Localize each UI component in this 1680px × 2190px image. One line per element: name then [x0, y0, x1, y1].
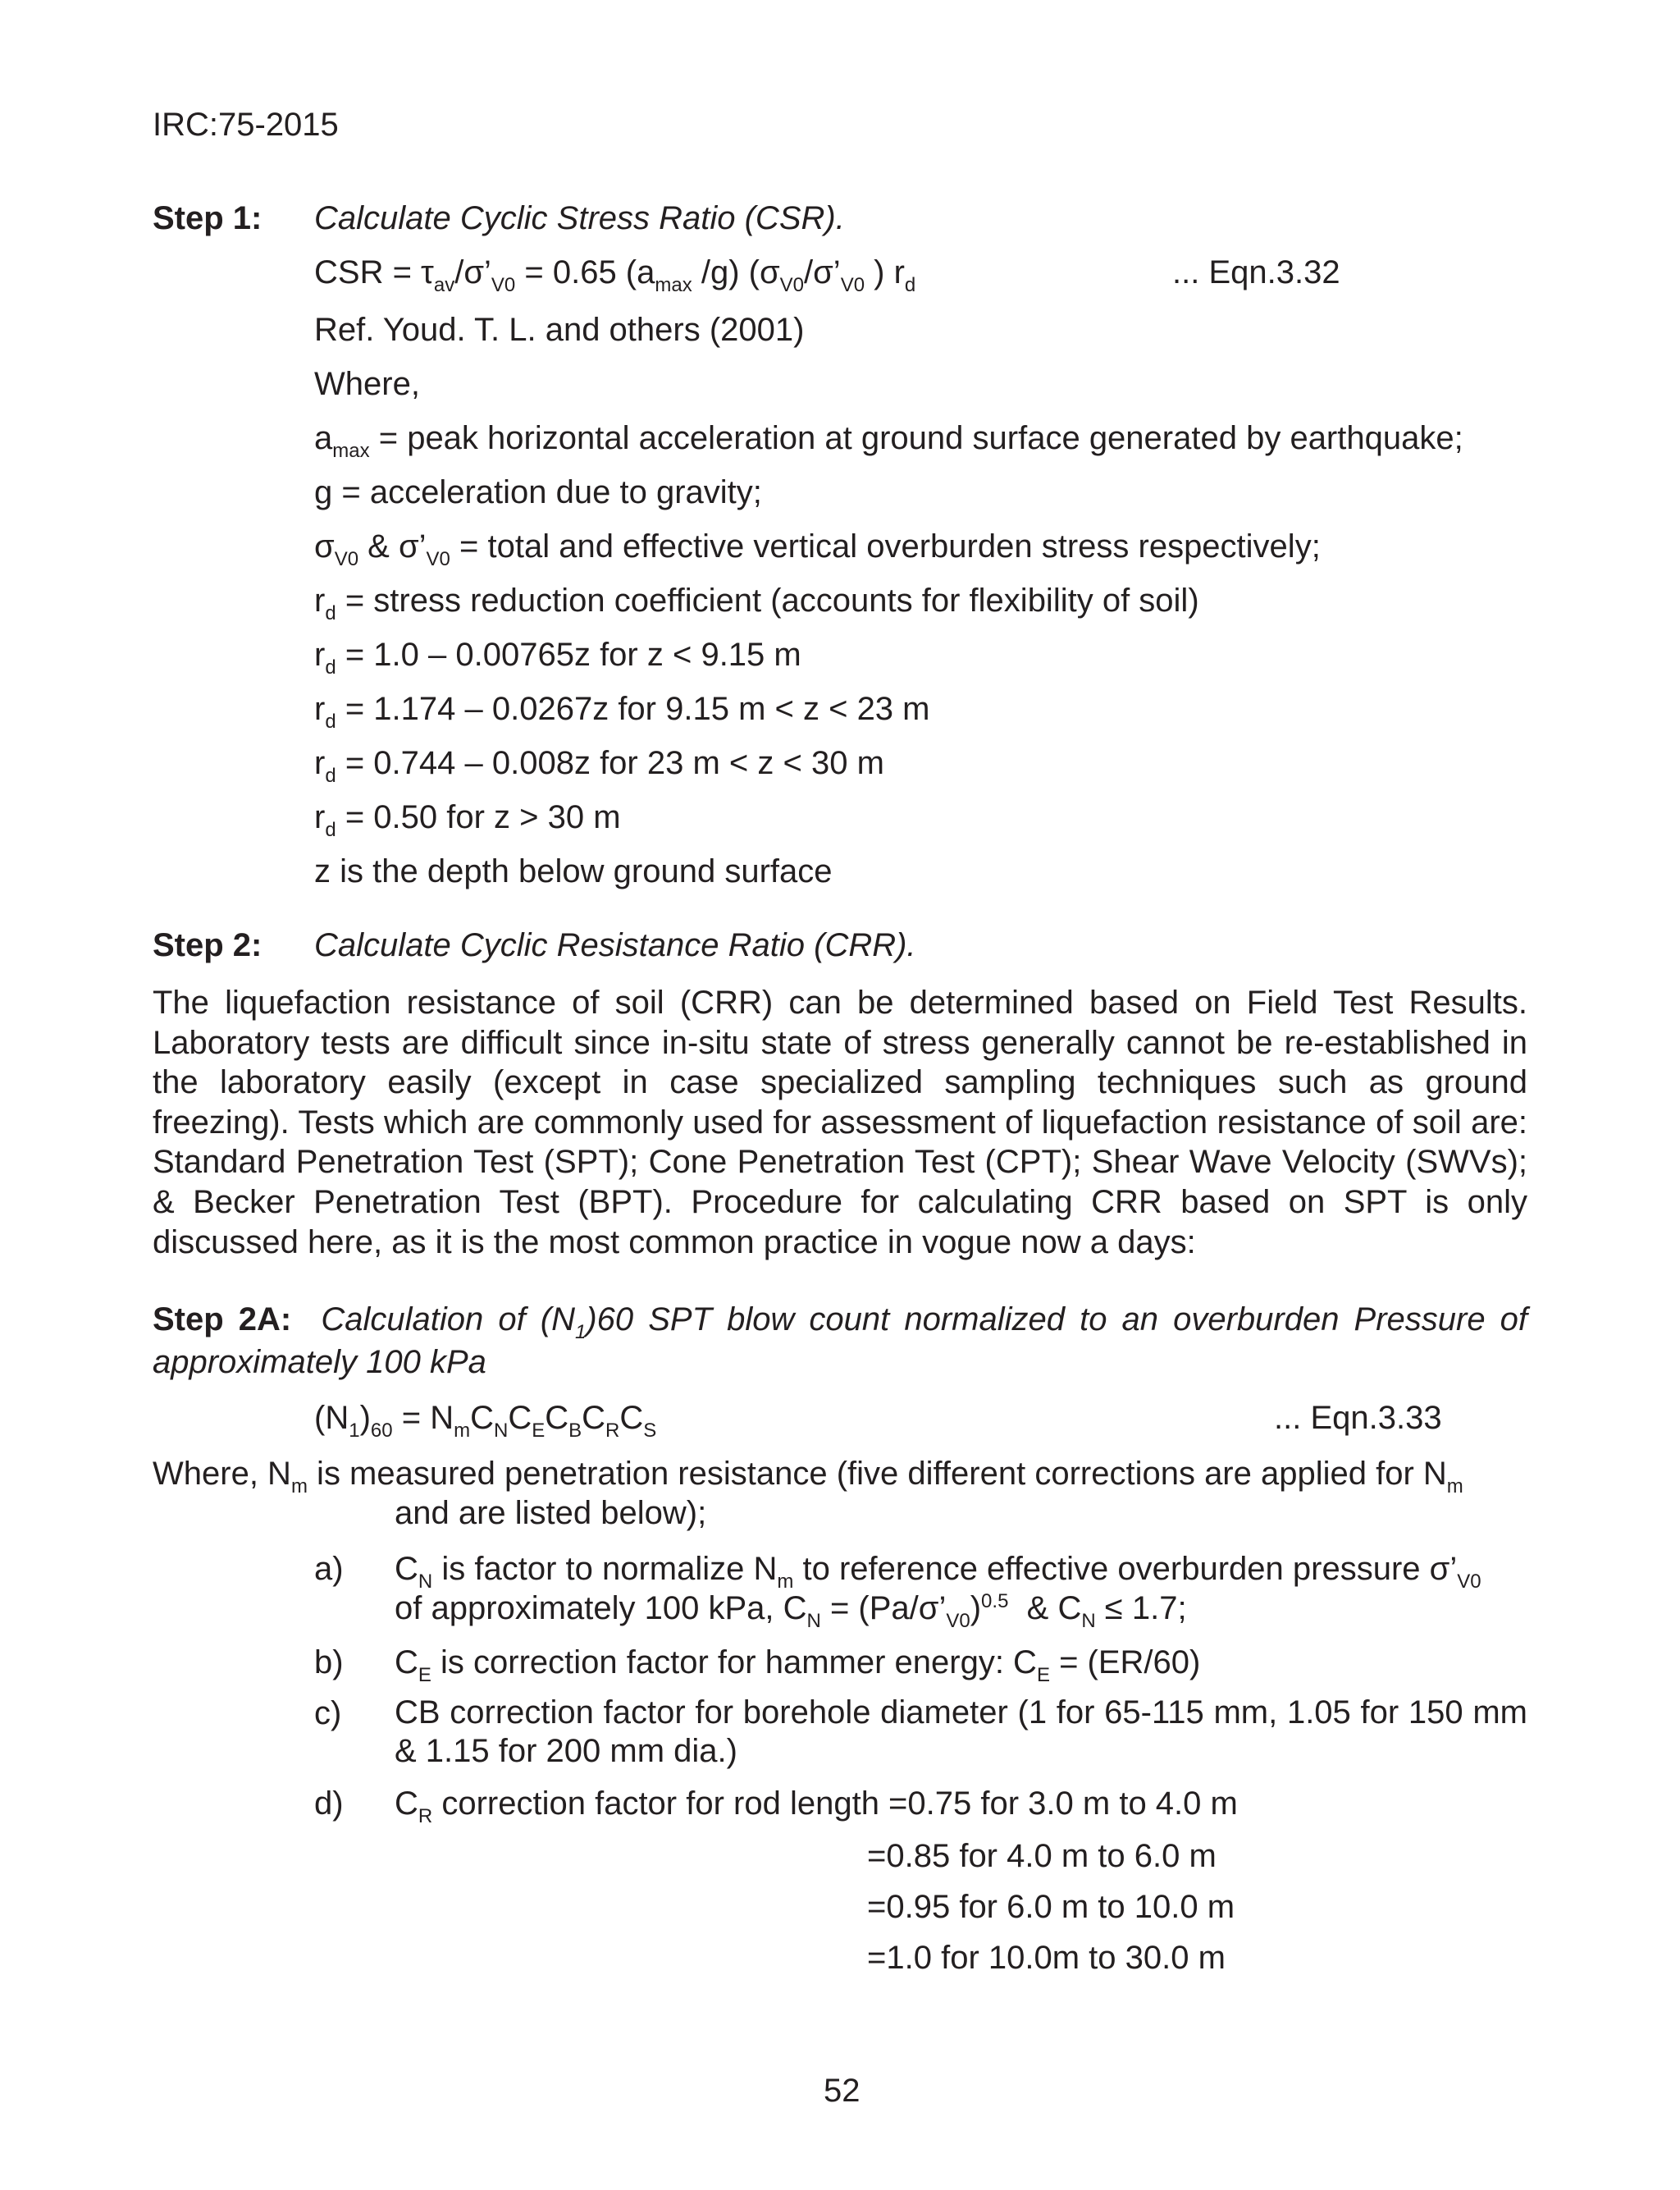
item-b-marker: b) [314, 1644, 344, 1680]
item-d-marker: d) [314, 1785, 344, 1822]
item-d-cont-1: =0.85 for 4.0 m to 6.0 m [867, 1838, 1217, 1874]
item-d-cont-3: =1.0 for 10.0m to 30.0 m [867, 1940, 1226, 1976]
nm-definition: Where, $N_m$ is measured penetration resistance (five different corrections are applied for $N_m$ [153, 1456, 1463, 1497]
g-definition: g = acceleration due to gravity; [314, 474, 762, 510]
item-a-line1: $C_N$ is factor to normalize $N_m$ to reference effective overburden pressure $\sigma’_{V0}$ [395, 1551, 1481, 1593]
item-d-cont-2: =0.95 for 6.0 m to 10.0 m [867, 1889, 1235, 1925]
sigma-definition: $\sigma_{V0}$ & $\sigma’_{V0}$ = total and effective vertical overburden stress respectively; [314, 528, 1321, 570]
csr-equation: CSR = $\tau_{av}/\sigma’_{V0} = 0.65$ ($a_{max}$ /g) ($\sigma_{V0}/\sigma’_{V0}$ ) $r_d$ [314, 254, 916, 296]
step1-title: Calculate Cyclic Stress Ratio (CSR). [314, 200, 845, 236]
item-a-marker: a) [314, 1551, 344, 1587]
item-c-marker: c) [314, 1695, 342, 1731]
rd-range-1: $r_d = 1.0 - 0.00765z$ for z < 9.15 m [314, 637, 801, 679]
reference-citation: Ref. Youd. T. L. and others (2001) [314, 312, 805, 348]
rd-range-3: $r_d = 0.744 - 0.008z$ for 23 m < z < 30 m [314, 745, 884, 787]
item-b-text: $C_E$ is correction factor for hammer energy: $C_E = (ER/60)$ [395, 1644, 1201, 1686]
step2-label: Step 2: [153, 927, 262, 963]
rd-range-4: $r_d = 0.50$ for z > 30 m [314, 799, 621, 841]
n160-equation: $(N_1)_{60} = N_mC_NC_EC_BC_RC_S$ [314, 1400, 657, 1442]
page-number: 52 [824, 2073, 861, 2109]
eqn-3-32-ref: ... Eqn.3.32 [1172, 254, 1340, 290]
nm-definition-cont: and are listed below); [395, 1495, 707, 1531]
z-definition: z is the depth below ground surface [314, 853, 833, 889]
eqn-3-33-ref: ... Eqn.3.33 [1274, 1400, 1442, 1436]
item-d-text: $C_R$ correction factor for rod length =0.75 for 3.0 m to 4.0 m [395, 1785, 1238, 1827]
step2a-heading: Step 2A: Calculation of $(N_1)60$ SPT blow count normalized to an overburden Pressure of approximately 100 kPa [153, 1301, 1528, 1380]
crr-paragraph: The liquefaction resistance of soil (CRR) can be determined based on Field Test Results. Laboratory tests are difficult since in-situ state of stress generally cannot be re-established in the laboratory easily (except in case specialized sampling techniques such as ground freezing). Tests which are commonly used for assessment of liquefaction resistance of soil are: Standard Penetration Test (SPT); Cone Penetration Test (CPT); Shear Wave Velocity (SWVs); & Becker Penetration Test (BPT). Procedure for calculating CRR based on SPT is only discussed here, as it is the most common practice in vogue now a days: [153, 985, 1527, 1260]
step2-title: Calculate Cyclic Resistance Ratio (CRR). [314, 927, 916, 963]
step1-label: Step 1: [153, 200, 262, 236]
rd-range-2: $r_d = 1.174 - 0.0267z$ for 9.15 m < z < 23 m [314, 691, 930, 733]
item-a-line2: of approximately 100 kPa, $C_N$ = $(Pa/\sigma’_{V0})^{0.5}$ & $C_N \le 1.7$; [395, 1590, 1187, 1632]
rd-definition: $r_d$ = stress reduction coefficient (accounts for flexibility of soil) [314, 583, 1199, 624]
where-label: Where, [314, 366, 420, 402]
amax-definition: $a_{max}$ = peak horizontal acceleration at ground surface generated by earthquake; [314, 420, 1463, 462]
item-c-text: CB correction factor for borehole diameter (1 for 65-115 mm, 1.05 for 150 mm & 1.15 for 200 mm dia.) [395, 1694, 1527, 1769]
header-doc-code: IRC:75-2015 [153, 107, 339, 143]
